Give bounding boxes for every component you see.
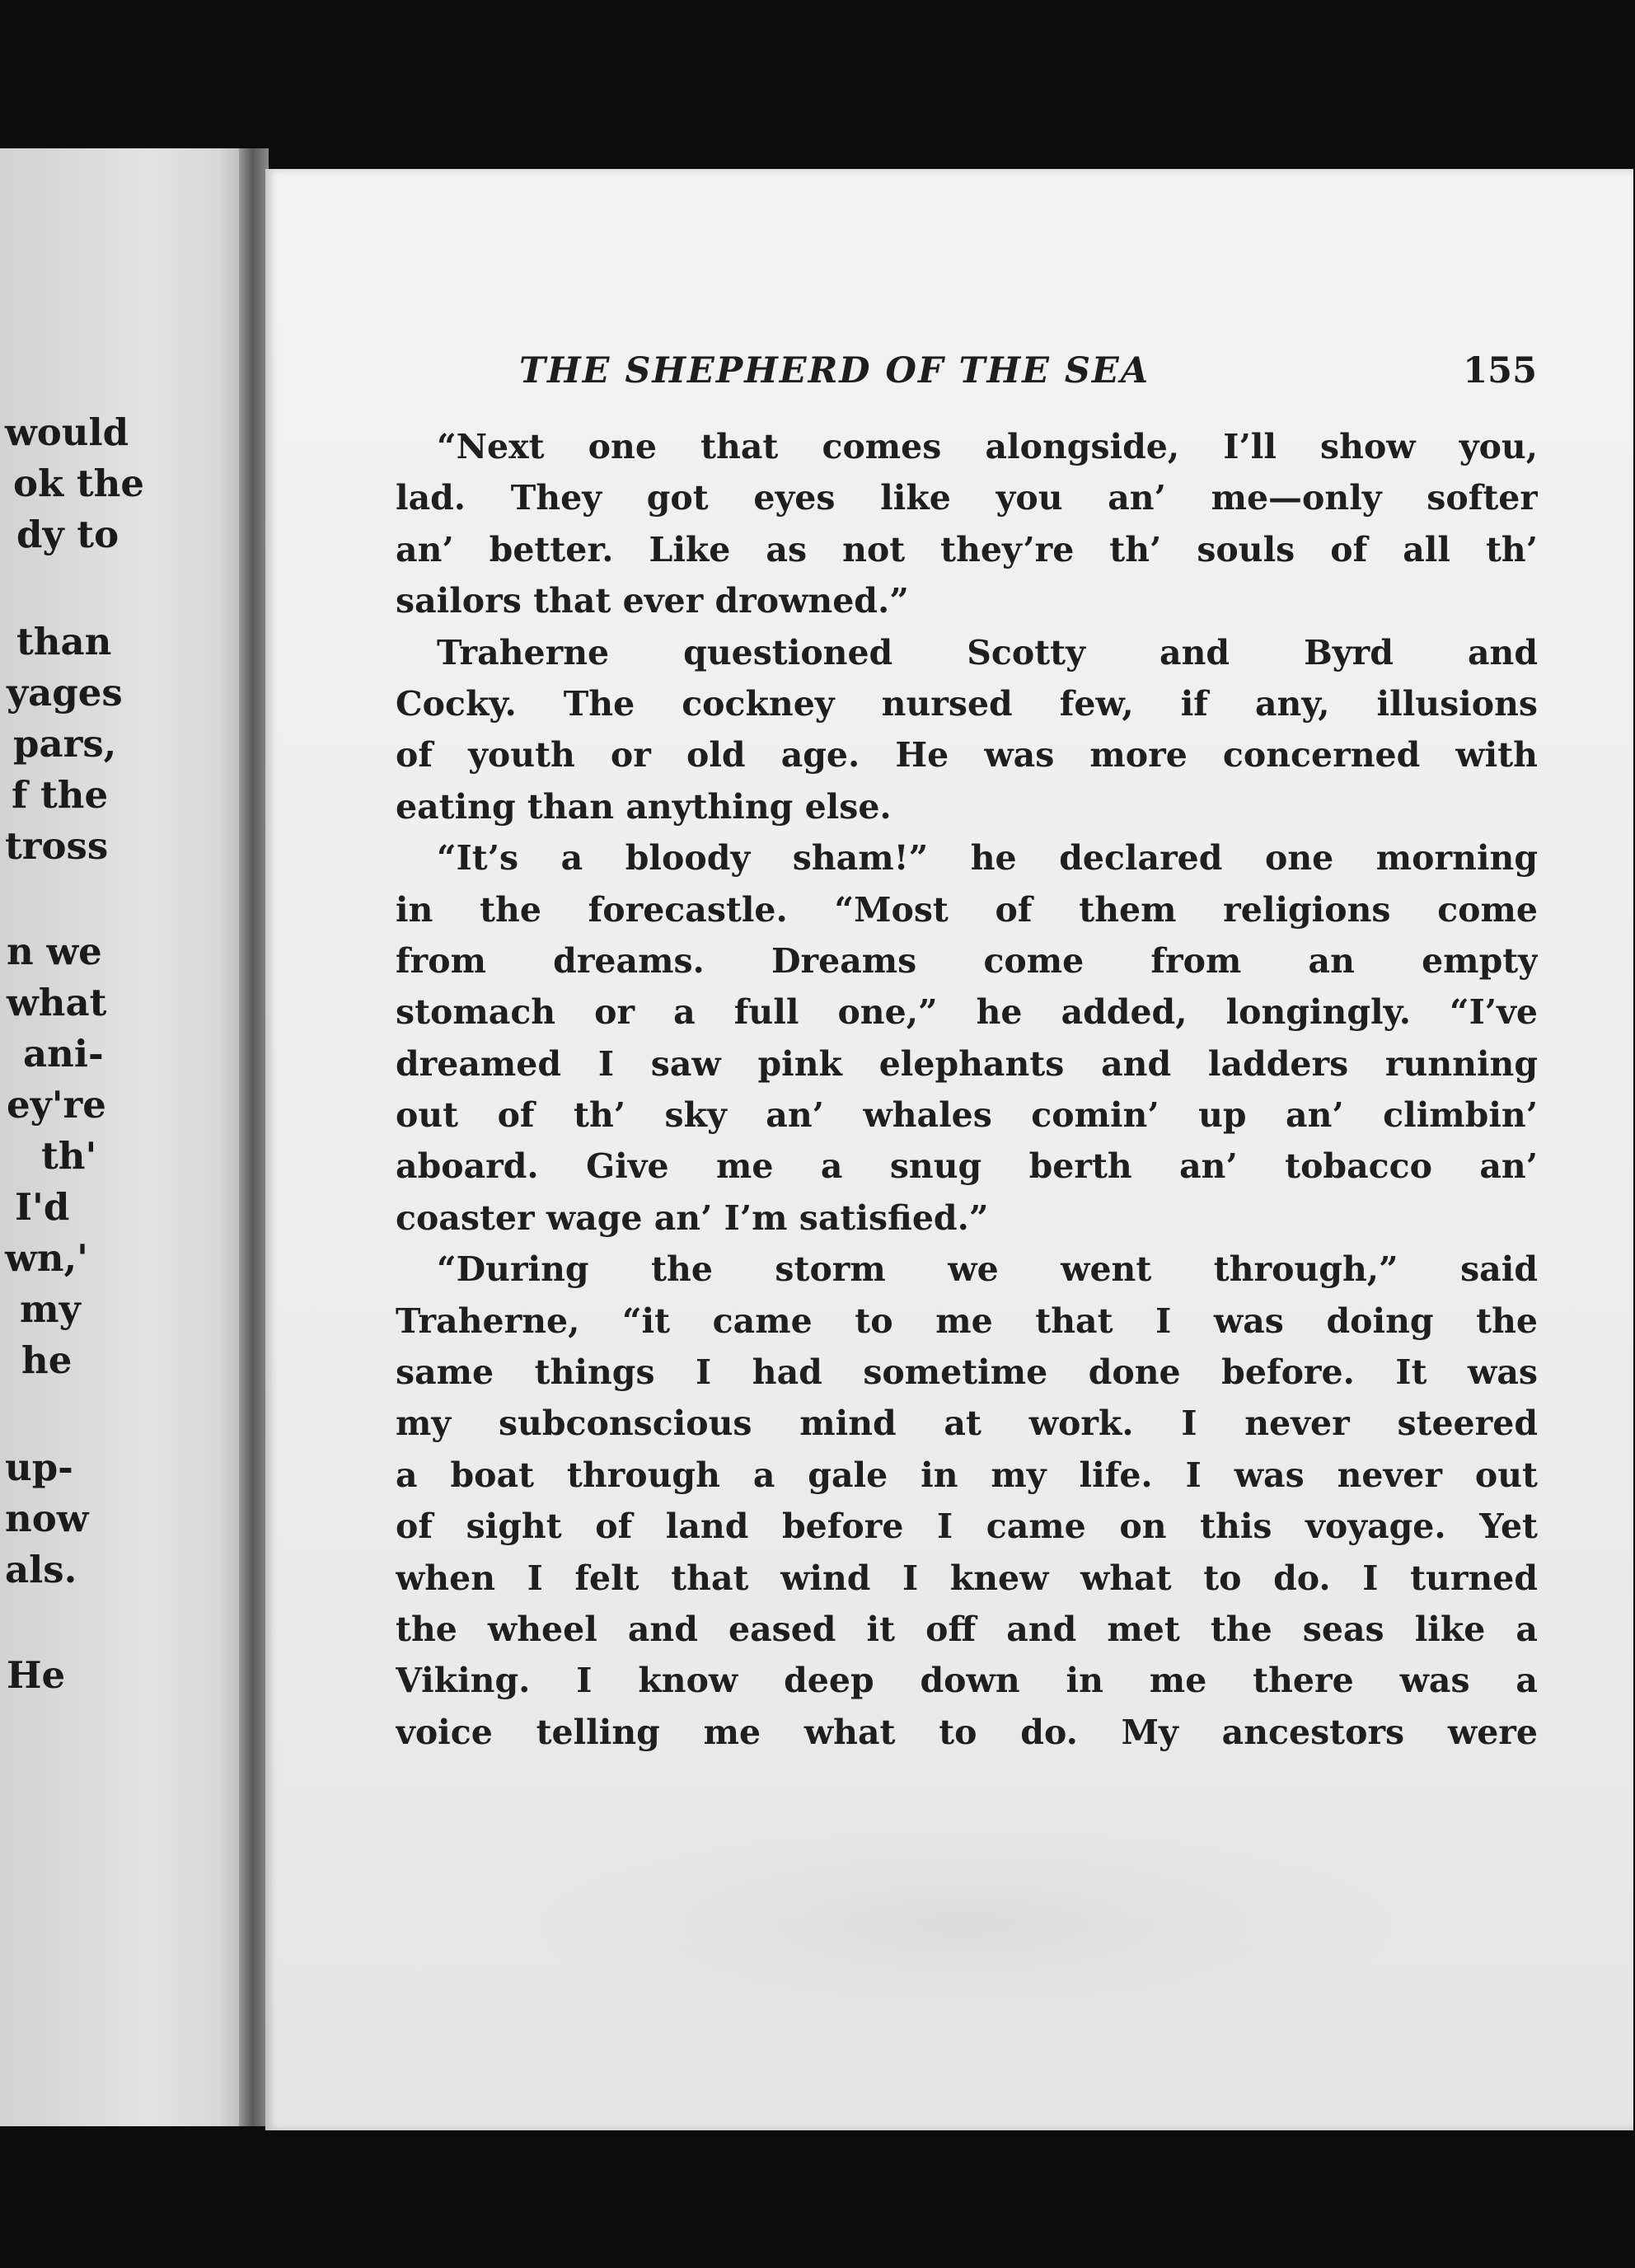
text-line: “During the storm we went through,” said (437, 1249, 1538, 1290)
text-line: in the forecastle. “Most of them religions come (396, 889, 1538, 930)
left-fragment: my (20, 1287, 81, 1331)
left-fragment: ok the (13, 462, 144, 505)
body-text (396, 421, 1538, 1758)
text-line: coaster wage an’ I’m satisfied.” (396, 1197, 989, 1238)
text-line: of sight of land before I came on this voyage. Yet (396, 1507, 1538, 1547)
text-line: Traherne, “it came to me that I was doing the (396, 1300, 1538, 1341)
left-fragment: what (7, 981, 107, 1024)
text-line: eating than anything else. (396, 786, 892, 827)
left-fragment: would (5, 410, 129, 454)
text-line: Traherne questioned Scotty and Byrd and (437, 632, 1538, 672)
text-line: an’ better. Like as not they’re th’ souls of all th’ (396, 529, 1538, 569)
page-stain (513, 1817, 1419, 2031)
left-fragment: yages (7, 671, 123, 715)
left-fragment: tross (5, 824, 109, 868)
left-fragment: dy to (16, 513, 119, 556)
text-line: stomach or a full one,” he added, longingly. “I’ve (396, 992, 1538, 1033)
left-fragment: als. (5, 1548, 77, 1591)
book-gutter (239, 148, 269, 2126)
text-line: my subconscious mind at work. I never steered (396, 1403, 1538, 1444)
text-line: dreamed I saw pink elephants and ladders running (396, 1043, 1538, 1084)
text-line: out of th’ sky an’ whales comin’ up an’ climbin’ (396, 1095, 1538, 1136)
text-line: “It’s a bloody sham!” he declared one morning (437, 838, 1538, 879)
left-fragment: he (21, 1338, 73, 1382)
left-page (0, 148, 247, 2126)
text-line: voice telling me what to do. My ancestors were (396, 1712, 1538, 1752)
running-head (519, 350, 1537, 391)
text-line: lad. They got eyes like you an’ me—only softer (396, 478, 1538, 518)
left-fragment: now (5, 1497, 89, 1540)
text-line: aboard. Give me a snug berth an’ tobacco an’ (396, 1146, 1538, 1187)
left-fragment: I'd (15, 1185, 70, 1229)
left-fragment: n we (7, 930, 102, 973)
left-fragment: He (7, 1653, 66, 1697)
text-line: sailors that ever drowned.” (396, 581, 909, 621)
text-line: same things I had sometime done before. It was (396, 1352, 1538, 1393)
text-line: a boat through a gale in my life. I was never out (396, 1455, 1538, 1495)
left-fragment: pars, (13, 722, 117, 766)
right-page (265, 169, 1633, 2130)
text-line: Viking. I know deep down in me there was a (396, 1661, 1538, 1701)
left-fragment: than (16, 620, 112, 663)
left-fragment: wn,' (5, 1236, 88, 1280)
text-line: from dreams. Dreams come from an empty (396, 940, 1538, 981)
text-line: “Next one that comes alongside, I’ll show you, (437, 427, 1538, 466)
text-line: Cocky. The cockney nursed few, if any, illusions (396, 683, 1538, 724)
left-fragment: f the (12, 773, 109, 817)
text-line: of youth or old age. He was more concerned with (396, 735, 1538, 776)
text-line: when I felt that wind I knew what to do. I turned (396, 1558, 1538, 1598)
page-number: 155 (1463, 350, 1537, 391)
left-fragment: ani- (23, 1032, 104, 1075)
text-line: the wheel and eased it off and met the seas like a (396, 1609, 1538, 1649)
running-head-title: THE SHEPHERD OF THE SEA (519, 350, 1150, 391)
left-fragment: up- (5, 1446, 73, 1489)
left-fragment: ey're (7, 1083, 106, 1127)
left-fragment: th' (41, 1134, 97, 1178)
